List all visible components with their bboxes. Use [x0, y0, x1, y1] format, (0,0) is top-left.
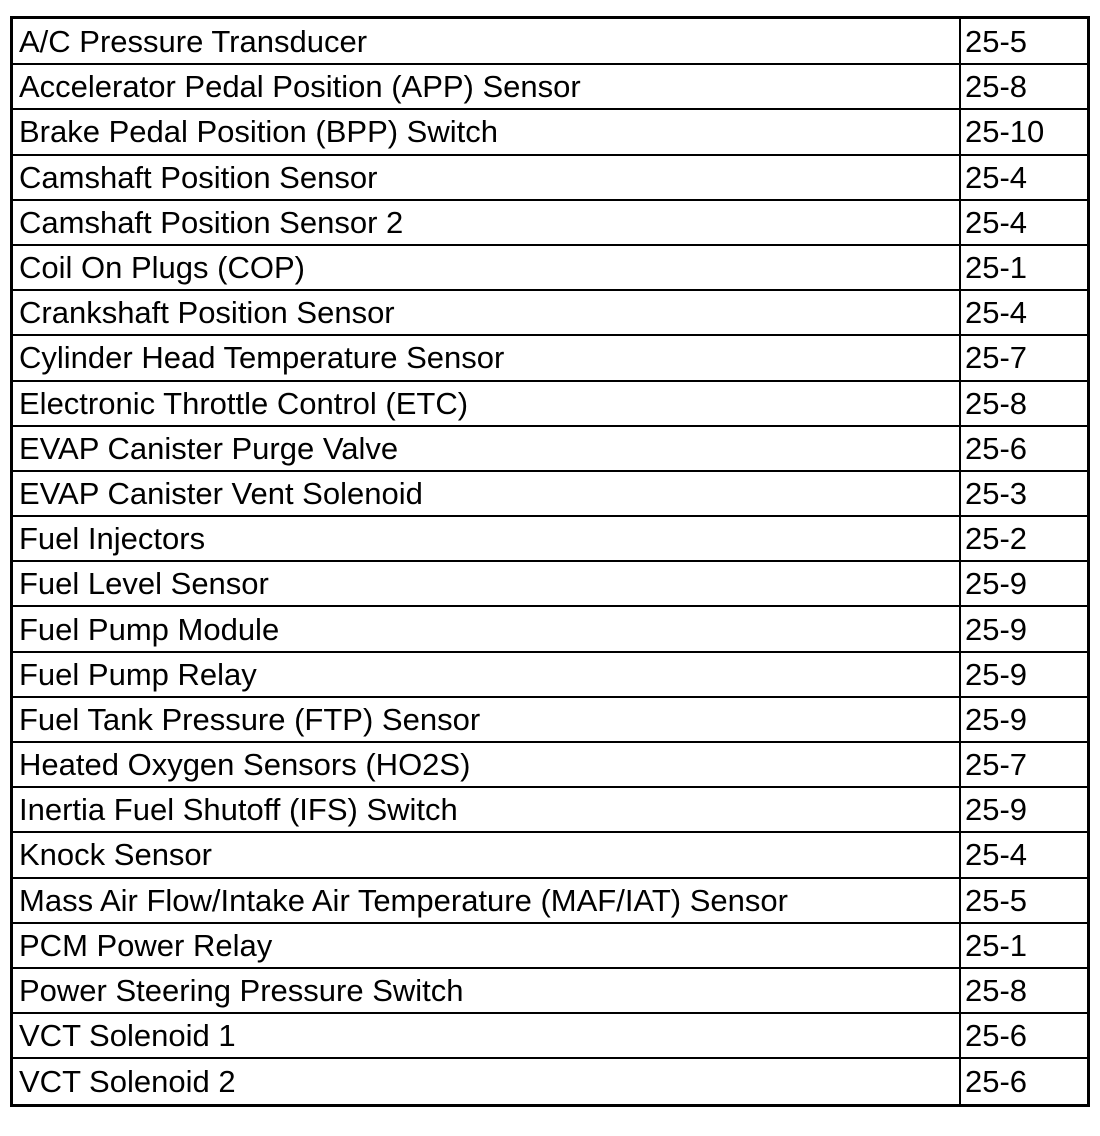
- location-cell: 25-5: [960, 19, 1087, 64]
- component-name-cell: Fuel Injectors: [13, 516, 960, 561]
- location-cell: 25-9: [960, 652, 1087, 697]
- component-name-cell: EVAP Canister Purge Valve: [13, 426, 960, 471]
- table-row: [13, 200, 1087, 245]
- component-name-cell: Inertia Fuel Shutoff (IFS) Switch: [13, 787, 960, 832]
- location-cell: 25-4: [960, 200, 1087, 245]
- component-name-cell: Electronic Throttle Control (ETC): [13, 381, 960, 426]
- component-name-cell: A/C Pressure Transducer: [13, 19, 960, 64]
- location-cell: 25-1: [960, 245, 1087, 290]
- component-name-cell: Fuel Pump Relay: [13, 652, 960, 697]
- location-cell: 25-9: [960, 787, 1087, 832]
- table-row: [13, 878, 1087, 923]
- component-name-cell: PCM Power Relay: [13, 923, 960, 968]
- table-row: [13, 155, 1087, 200]
- table-row: [13, 787, 1087, 832]
- table-row: [13, 968, 1087, 1013]
- table-body: [13, 19, 1087, 1104]
- table-row: [13, 606, 1087, 651]
- location-cell: 25-7: [960, 335, 1087, 380]
- location-cell: 25-8: [960, 64, 1087, 109]
- table-row: [13, 245, 1087, 290]
- location-cell: 25-6: [960, 426, 1087, 471]
- component-name-cell: Accelerator Pedal Position (APP) Sensor: [13, 64, 960, 109]
- location-cell: 25-3: [960, 471, 1087, 516]
- component-name-cell: Camshaft Position Sensor 2: [13, 200, 960, 245]
- table-row: [13, 1058, 1087, 1103]
- location-cell: 25-8: [960, 381, 1087, 426]
- location-cell: 25-8: [960, 968, 1087, 1013]
- location-cell: 25-2: [960, 516, 1087, 561]
- table-row: [13, 742, 1087, 787]
- component-name-cell: EVAP Canister Vent Solenoid: [13, 471, 960, 516]
- table-row: [13, 561, 1087, 606]
- table-row: [13, 516, 1087, 561]
- location-cell: 25-10: [960, 109, 1087, 154]
- component-name-cell: Mass Air Flow/Intake Air Temperature (MAF/IAT) Sensor: [13, 878, 960, 923]
- component-table: [13, 19, 1087, 1104]
- component-name-cell: Cylinder Head Temperature Sensor: [13, 335, 960, 380]
- component-name-cell: Camshaft Position Sensor: [13, 155, 960, 200]
- component-location-table: [10, 16, 1090, 1107]
- component-name-cell: VCT Solenoid 1: [13, 1013, 960, 1058]
- location-cell: 25-4: [960, 832, 1087, 877]
- location-cell: 25-4: [960, 155, 1087, 200]
- component-name-cell: Fuel Level Sensor: [13, 561, 960, 606]
- table-row: [13, 64, 1087, 109]
- table-row: [13, 109, 1087, 154]
- table-row: [13, 652, 1087, 697]
- table-row: [13, 381, 1087, 426]
- component-name-cell: Brake Pedal Position (BPP) Switch: [13, 109, 960, 154]
- location-cell: 25-5: [960, 878, 1087, 923]
- component-name-cell: Coil On Plugs (COP): [13, 245, 960, 290]
- component-name-cell: Heated Oxygen Sensors (HO2S): [13, 742, 960, 787]
- component-name-cell: Knock Sensor: [13, 832, 960, 877]
- component-name-cell: Crankshaft Position Sensor: [13, 290, 960, 335]
- table-row: [13, 19, 1087, 64]
- table-row: [13, 426, 1087, 471]
- table-row: [13, 290, 1087, 335]
- location-cell: 25-9: [960, 606, 1087, 651]
- table-row: [13, 335, 1087, 380]
- component-name-cell: Power Steering Pressure Switch: [13, 968, 960, 1013]
- table-row: [13, 832, 1087, 877]
- component-name-cell: VCT Solenoid 2: [13, 1058, 960, 1103]
- table-row: [13, 697, 1087, 742]
- table-row: [13, 1013, 1087, 1058]
- location-cell: 25-7: [960, 742, 1087, 787]
- table-row: [13, 923, 1087, 968]
- component-name-cell: Fuel Tank Pressure (FTP) Sensor: [13, 697, 960, 742]
- location-cell: 25-1: [960, 923, 1087, 968]
- location-cell: 25-6: [960, 1058, 1087, 1103]
- location-cell: 25-9: [960, 697, 1087, 742]
- location-cell: 25-4: [960, 290, 1087, 335]
- location-cell: 25-6: [960, 1013, 1087, 1058]
- table-row: [13, 471, 1087, 516]
- component-name-cell: Fuel Pump Module: [13, 606, 960, 651]
- location-cell: 25-9: [960, 561, 1087, 606]
